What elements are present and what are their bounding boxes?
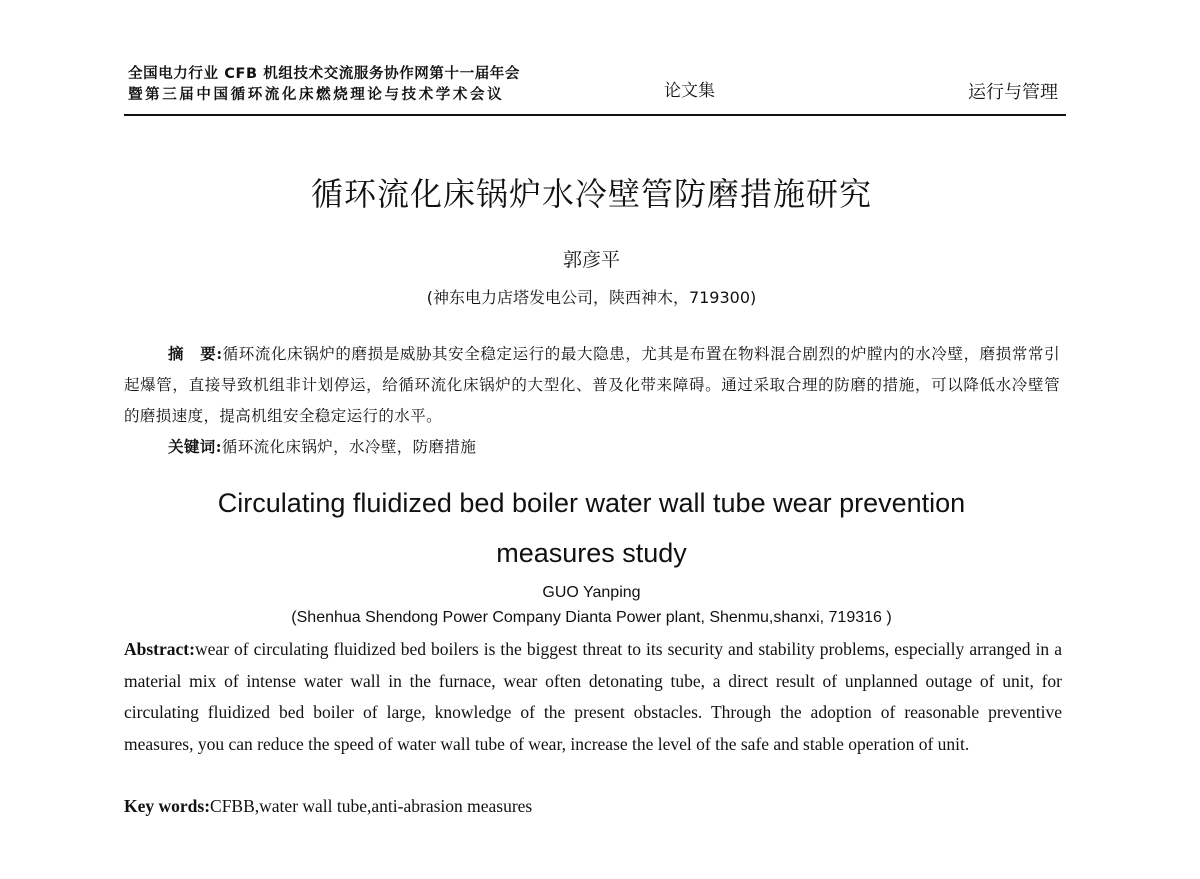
english-title (0, 478, 1183, 578)
chinese-abstract (124, 338, 1060, 432)
chinese-abstract-text: 循环流化床锅炉的磨损是威胁其安全稳定运行的最大隐患，尤其是布置在物料混合剧烈的炉膛内的水冷壁，磨损常常引起爆管，直接导致机组非计划停运，给循环流化床锅炉的大型化、普及化带来障碍。通过采取合理的防磨的措施，可以降低水冷壁管的磨损速度，提高机组安全稳定运行的水平。 (124, 345, 1060, 425)
english-author: GUO Yanping (542, 584, 641, 601)
chinese-title: 循环流化床锅炉水冷壁管防磨措施研究 (310, 175, 872, 213)
english-keywords-text: CFBB,water wall tube,anti-abrasion measures (210, 796, 533, 816)
running-header (124, 62, 1066, 116)
chinese-keywords (168, 435, 476, 457)
proceedings-label: 论文集 (664, 81, 715, 101)
conference-name-line-2: 暨第三届中国循环流化床燃烧理论与技术学术会议 (128, 87, 505, 103)
chinese-author: 郭彦平 (562, 249, 620, 271)
english-affiliation: (Shenhua Shendong Power Company Dianta Power plant, Shenmu,shanxi, 719316 ) (291, 609, 892, 626)
section-label: 运行与管理 (968, 82, 1058, 103)
chinese-affiliation: (神东电力店塔发电公司，陕西神木，719300) (426, 288, 757, 307)
chinese-keywords-label: 关键词: (168, 437, 222, 456)
conference-name-line-1: 全国电力行业 CFB 机组技术交流服务协作网第十一届年会 (128, 66, 520, 82)
chinese-abstract-label: 摘 要: (168, 344, 223, 363)
english-abstract (124, 634, 1062, 760)
english-abstract-label: Abstract: (124, 639, 195, 659)
english-title-line-2: measures study (496, 538, 687, 568)
english-abstract-text: wear of circulating fluidized bed boilers is the biggest threat to its security and stability problems, especially arranged in a material mix of intense water wall in the furnace, wear often detonating tube, a direct result of unplanned outage of unit, for circulating fluidized bed boiler of large, knowledge of the present obstacles. Through the adoption of reasonable preventive measures, you can reduce the speed of water wall tube of wear, increase the level of the safe and stable operation of unit. (124, 639, 1062, 754)
conference-name (128, 64, 520, 106)
english-title-line-1: Circulating fluidized bed boiler water wall tube wear prevention (217, 488, 966, 518)
english-keywords-label: Key words: (124, 796, 211, 816)
english-keywords (124, 796, 532, 817)
chinese-keywords-text: 循环流化床锅炉，水冷壁，防磨措施 (221, 438, 477, 456)
